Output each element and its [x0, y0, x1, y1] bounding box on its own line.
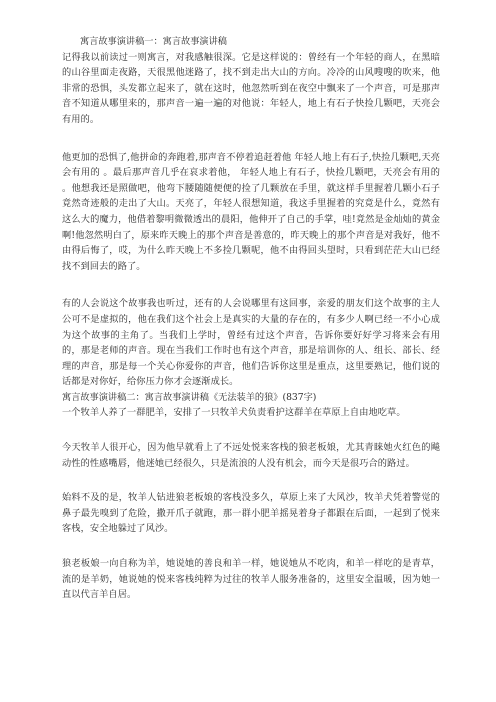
section-one-intro-paragraph: 记得我以前读过一则寓言，对我感触很深。它是这样说的：曾经有一个年轻的商人，在黑暗的山谷里面走夜路，天很黑他迷路了，找不到走出大山的方向。冷冷的山风嗖嗖的吹来，他非常的恐惧，头发都立起来了，就在这时，他忽然听到在夜空中飘来了一个声音，可是那声音不知道从哪里来的，那声音一遍一遍的对他说：年轻人，地上有石子快捡几颗吧，天亮会有用的。 [62, 51, 440, 125]
reflection-paragraph: 有的人会说这个故事我也听过，还有的人会说哪里有这回事，亲爱的朋友们这个故事的主人公可不是虚拟的，他在我们这个社会上是真实的大量的存在的，有多少人啊已经一不小心成为这个故事的主角了。当我们上学时，曾经有过这个声音，告诉你要好好学习将来会有用的，那是老师的声音。现在当我们工作时也有这个声音，那是培训你的人、组长、部长、经理的声音，那是每一个关心你爱你的声音，他们告诉你这里是重点，这里要熟记，他们说的话都是对你好，给你压力你才会逐渐成长。 [62, 298, 440, 388]
story-paragraph: 他更加的恐惧了,他拼命的奔跑着,那声音不停着追赶着他 年轻人地上有石子,快捡几颗吧,天亮会有用的 。最后那声音几乎在哀求着他， 年轻人地上有石子，快捡几颗吧，天亮会有用的 。他想我还是照做吧，他弯下腰随随便便的捡了几颗放在手里，就这样手里握着几颗小石子竟然奇迹般的走出了大山。天亮了，年轻人很想知道，我这手里握着的究竟是什么，竟然有这么大的魔力，他借着黎明微微透出的晨阳，他伸开了自己的手掌，哇!竟然是金灿灿的黄金啊!他忽然明白了，原来昨天晚上的那个声音是善意的，昨天晚上的那个声音是对我好，他不由得后悔了，哎，为什么昨天晚上不多捡几颗呢，他不由得回头望时，只看到茫茫大山已经找不到回去的路了。 [62, 151, 440, 272]
section-two-intro-paragraph: 一个牧羊人养了一群肥羊，安排了一只牧羊犬负责看护这群羊在草原上自由地吃草。 [62, 407, 406, 419]
wolf-landlady-paragraph: 狼老板娘一向自称为羊，她说她的善良和羊一样，她说她从不吃肉，和羊一样吃的是青草，流的是羊奶，她说她的悦来客栈纯粹为过往的牧羊人服务准备的，这里安全温暖，因为她一直以代言羊自居。 [62, 558, 440, 601]
section-one-title: 寓言故事演讲稿一：寓言故事演讲稿 [80, 36, 227, 47]
shepherd-paragraph: 今天牧羊人很开心，因为他早就看上了不远处悦来客栈的狼老板娘，尤其青睐她火红色的飚动性的性感嘴唇，他迷她已经很久，只是流浪的人没有机会，而今天是很巧合的路过。 [62, 442, 440, 469]
sandstorm-paragraph: 始料不及的是，牧羊人钻进狼老板娘的客栈没多久，草原上来了大风沙，牧羊犬凭着警觉的鼻子最先嗅到了危险，撒开爪子就跑，那一群小肥羊摇晃着身子都跟在后面，一起到了悦来客栈，安全地躲过了风沙。 [62, 492, 440, 535]
section-two-title: 寓言故事演讲稿二：寓言故事演讲稿《无法装羊的狼》(837字) [62, 391, 317, 403]
